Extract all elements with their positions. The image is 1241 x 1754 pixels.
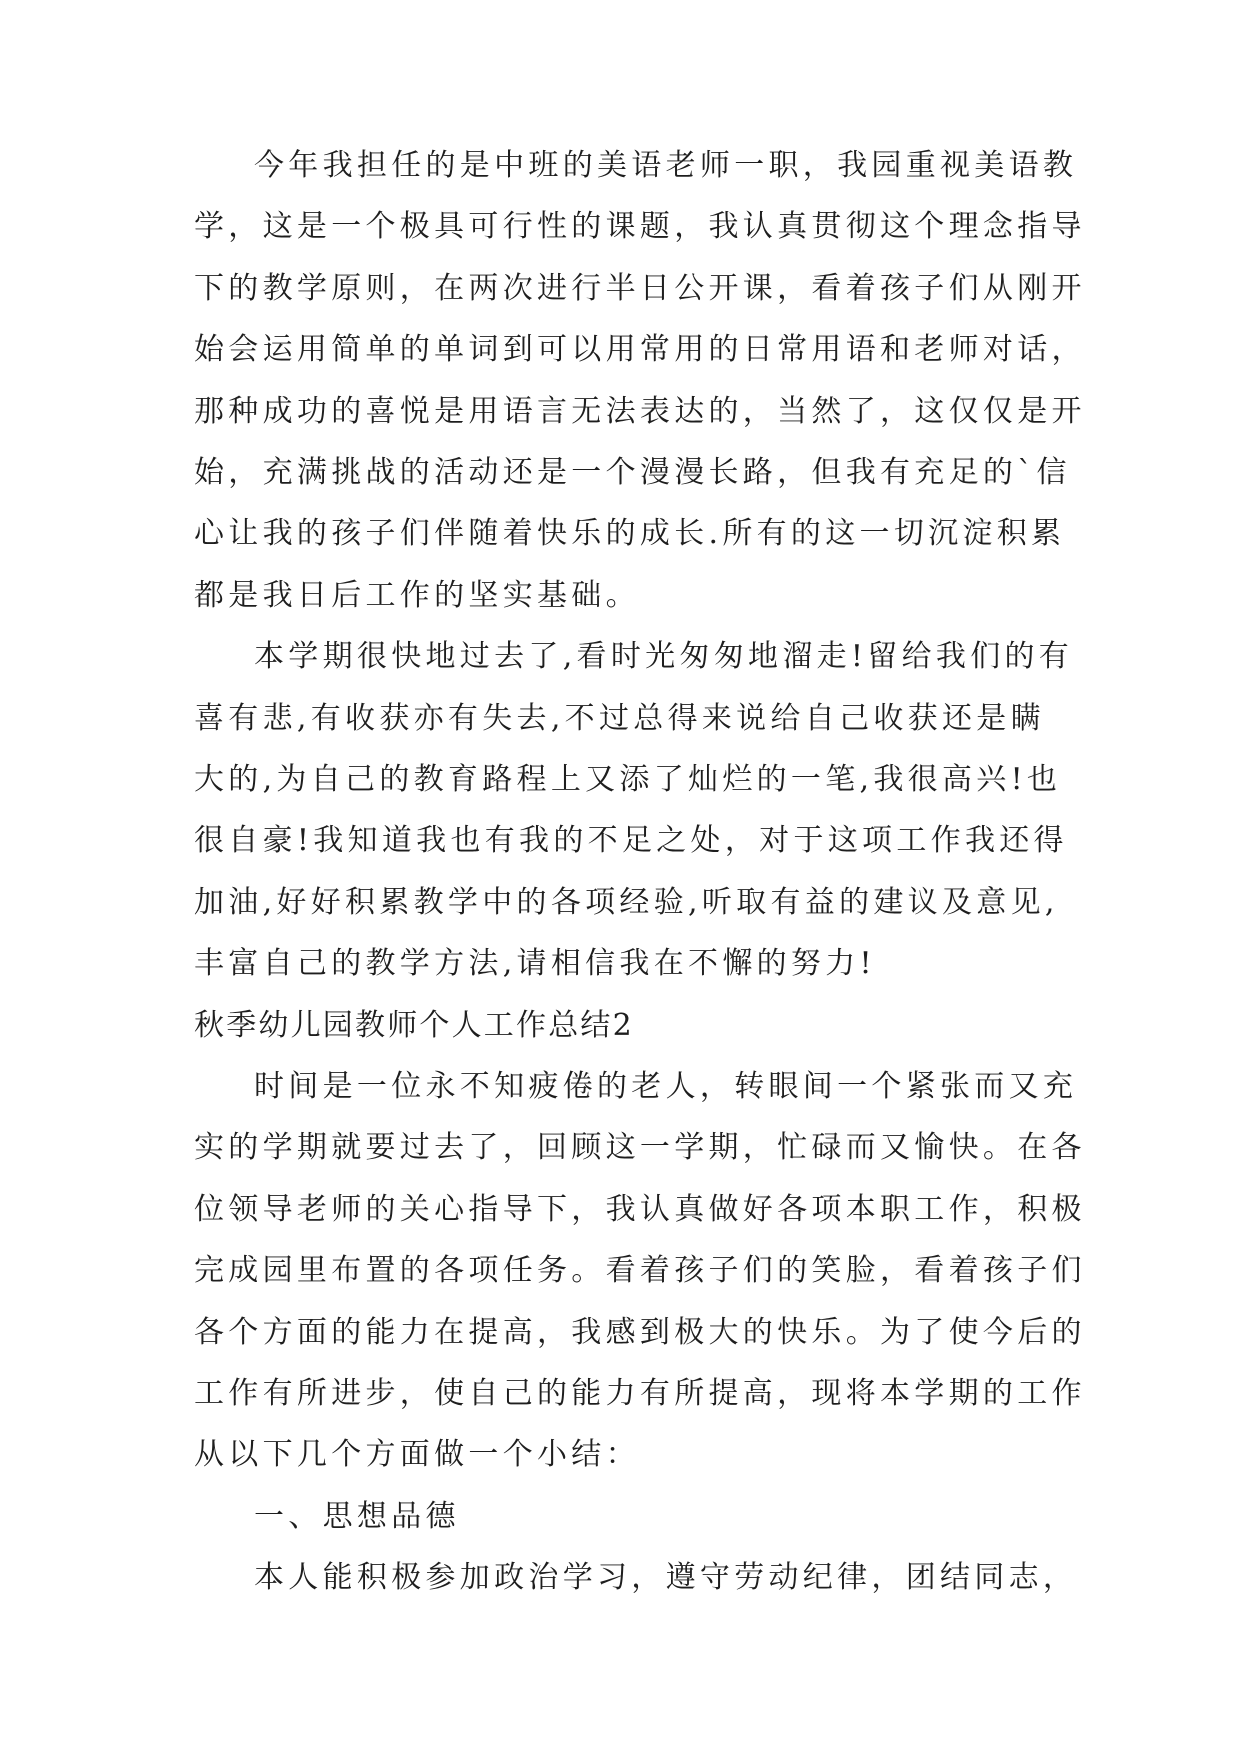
text-line	[0, 1427, 1241, 1483]
text-line-content: 工作有所进步，使自己的能力有所提高，现将本学期的工作	[194, 1376, 1086, 1411]
text-line-content: 加油,好好积累教学中的各项经验,听取有益的建议及意见,	[194, 885, 1059, 920]
text-line-content: 始，充满挑战的活动还是一个漫漫长路，但我有充足的`信	[194, 455, 1071, 490]
text-line-content: 心让我的孩子们伴随着快乐的成长.所有的这一切沉淀积累	[194, 516, 1066, 551]
text-line-content: 下的教学原则，在两次进行半日公开课，看着孩子们从刚开	[194, 271, 1086, 306]
text-line	[0, 199, 1241, 255]
text-line-content: 今年我担任的是中班的美语老师一职，我园重视美语教	[254, 148, 1078, 183]
text-line-content: 大的,为自己的教育路程上又添了灿烂的一笔,我很高兴!也	[194, 762, 1062, 797]
text-line-content: 丰富自己的教学方法,请相信我在不懈的努力!	[194, 946, 876, 981]
text-line-content: 本学期很快地过去了,看时光匆匆地溜走!留给我们的有	[254, 639, 1074, 674]
text-line	[0, 1489, 1241, 1545]
text-line-content: 从以下几个方面做一个小结：	[194, 1437, 640, 1472]
text-line	[0, 691, 1241, 747]
text-line	[0, 568, 1241, 624]
text-line-content: 秋季幼儿园教师个人工作总结2	[194, 1008, 634, 1043]
text-line	[0, 1366, 1241, 1422]
text-line	[0, 138, 1241, 194]
text-line	[0, 875, 1241, 931]
text-line	[0, 445, 1241, 501]
text-line	[0, 1120, 1241, 1176]
text-line	[0, 1305, 1241, 1361]
text-line-content: 都是我日后工作的坚实基础。	[194, 578, 640, 613]
text-line-content: 始会运用简单的单词到可以用常用的日常用语和老师对话，	[194, 332, 1086, 367]
text-line-content: 实的学期就要过去了，回顾这一学期，忙碌而又愉快。在各	[194, 1130, 1086, 1165]
text-line	[0, 752, 1241, 808]
section-heading	[0, 998, 1241, 1054]
text-line	[0, 506, 1241, 562]
text-line-content: 位领导老师的关心指导下，我认真做好各项本职工作，积极	[194, 1192, 1086, 1227]
text-line	[0, 1243, 1241, 1299]
text-line-content: 时间是一位永不知疲倦的老人，转眼间一个紧张而又充	[254, 1069, 1078, 1104]
text-line-content: 喜有悲,有收获亦有失去,不过总得来说给自己收获还是瞒	[194, 701, 1045, 736]
text-line-content: 本人能积极参加政治学习，遵守劳动纪律，团结同志，	[254, 1560, 1078, 1595]
text-line	[0, 936, 1241, 992]
text-line-content: 完成园里布置的各项任务。看着孩子们的笑脸，看着孩子们	[194, 1253, 1086, 1288]
text-line	[0, 629, 1241, 685]
text-line-content: 那种成功的喜悦是用语言无法表达的，当然了，这仅仅是开	[194, 394, 1086, 429]
text-line	[0, 1550, 1241, 1606]
text-line	[0, 384, 1241, 440]
text-line	[0, 1182, 1241, 1238]
text-line-content: 学，这是一个极具可行性的课题，我认真贯彻这个理念指导	[194, 209, 1086, 244]
text-line-content: 一、思想品德	[254, 1499, 460, 1534]
text-line	[0, 813, 1241, 869]
text-line	[0, 261, 1241, 317]
text-line	[0, 322, 1241, 378]
text-line-content: 各个方面的能力在提高，我感到极大的快乐。为了使今后的	[194, 1315, 1086, 1350]
text-line-content: 很自豪!我知道我也有我的不足之处，对于这项工作我还得	[194, 823, 1068, 858]
text-line	[0, 1059, 1241, 1115]
